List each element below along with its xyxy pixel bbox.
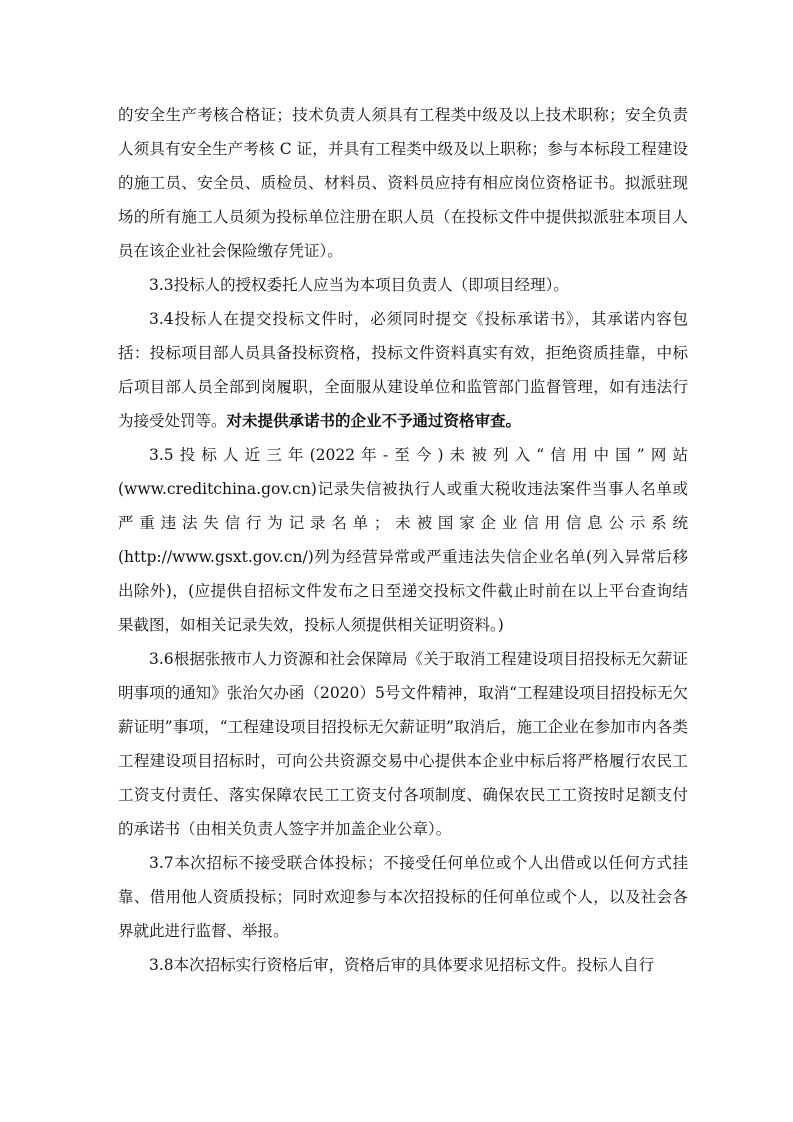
- document-body: [118, 98, 688, 982]
- paragraph-3-4-text: 3.4投标人在提交投标文件时，必须同时提交《投标承诺书》，其承诺内容包括：投标项目部人员具备投标资格，投标文件资料真实有效，拒绝资质挂靠，中标后项目部人员全部到岗履职，全面服从建设单位和监管部门监督管理，如有违法行为接受处罚等。: [118, 310, 688, 430]
- paragraph-3-3: 3.3投标人的授权委托人应当为本项目负责人（即项目经理）。: [149, 276, 569, 294]
- paragraph-3-4-bold-notice: 对未提供承诺书的企业不予通过资格审查。: [226, 411, 522, 430]
- paragraph-3-7: 3.7本次招标不接受联合体投标；不接受任何单位或个人出借或以任何方式挂靠、借用他人资质投标；同时欢迎参与本次招投标的任何单位或个人，以及社会各界就此进行监督、举报。: [118, 854, 688, 940]
- paragraph-3-6: 3.6根据张掖市人力资源和社会保障局《关于取消工程建设项目招投标无欠薪证明事项的通知》张治欠办函（2020）5号文件精神，取消“工程建设项目招投标无欠薪证明”事项，“工程建设项目招投标无欠薪证明”取消后，施工企业在参加市内各类工程建设项目招标时，可向公共资源交易中心提供本企业中标后将严格履行农民工工资支付责任、落实保障农民工工资支付各项制度、确保农民工工资按时足额支付的承诺书（由相关负责人签字并加盖企业公章）。: [118, 650, 688, 838]
- paragraph-personnel-qualifications: 的安全生产考核合格证；技术负责人须具有工程类中级及以上技术职称；安全负责人须具有安全生产考核 C 证，并具有工程类中级及以上职称；参与本标段工程建设的施工员、安全员、质检员、材料员、资料员应持有相应岗位资格证书。拟派驻现场的所有施工人员须为投标单位注册在职人员（在投标文件中提供拟派驻本项目人员在该企业社会保险缴存凭证）。: [118, 106, 688, 260]
- paragraph-3-4: [118, 302, 688, 438]
- paragraph-3-5: 3.5投标人近三年(2022年-至今)未被列入“信用中国”网站(www.creditchina.gov.cn)记录失信被执行人或重大税收违法案件当事人名单或严重违法失信行为记录名单；未被国家企业信用信息公示系统(http://www.gsxt.gov.cn/)列为经营异常或严重违法失信企业名单(列入异常后移出除外)，(应提供自招标文件发布之日至递交投标文件截止时前在以上平台查询结果截图，如相关记录失效，投标人须提供相关证明资料。): [118, 446, 688, 634]
- paragraph-3-8: 3.8本次招标实行资格后审，资格后审的具体要求见招标文件。投标人自行: [149, 956, 655, 974]
